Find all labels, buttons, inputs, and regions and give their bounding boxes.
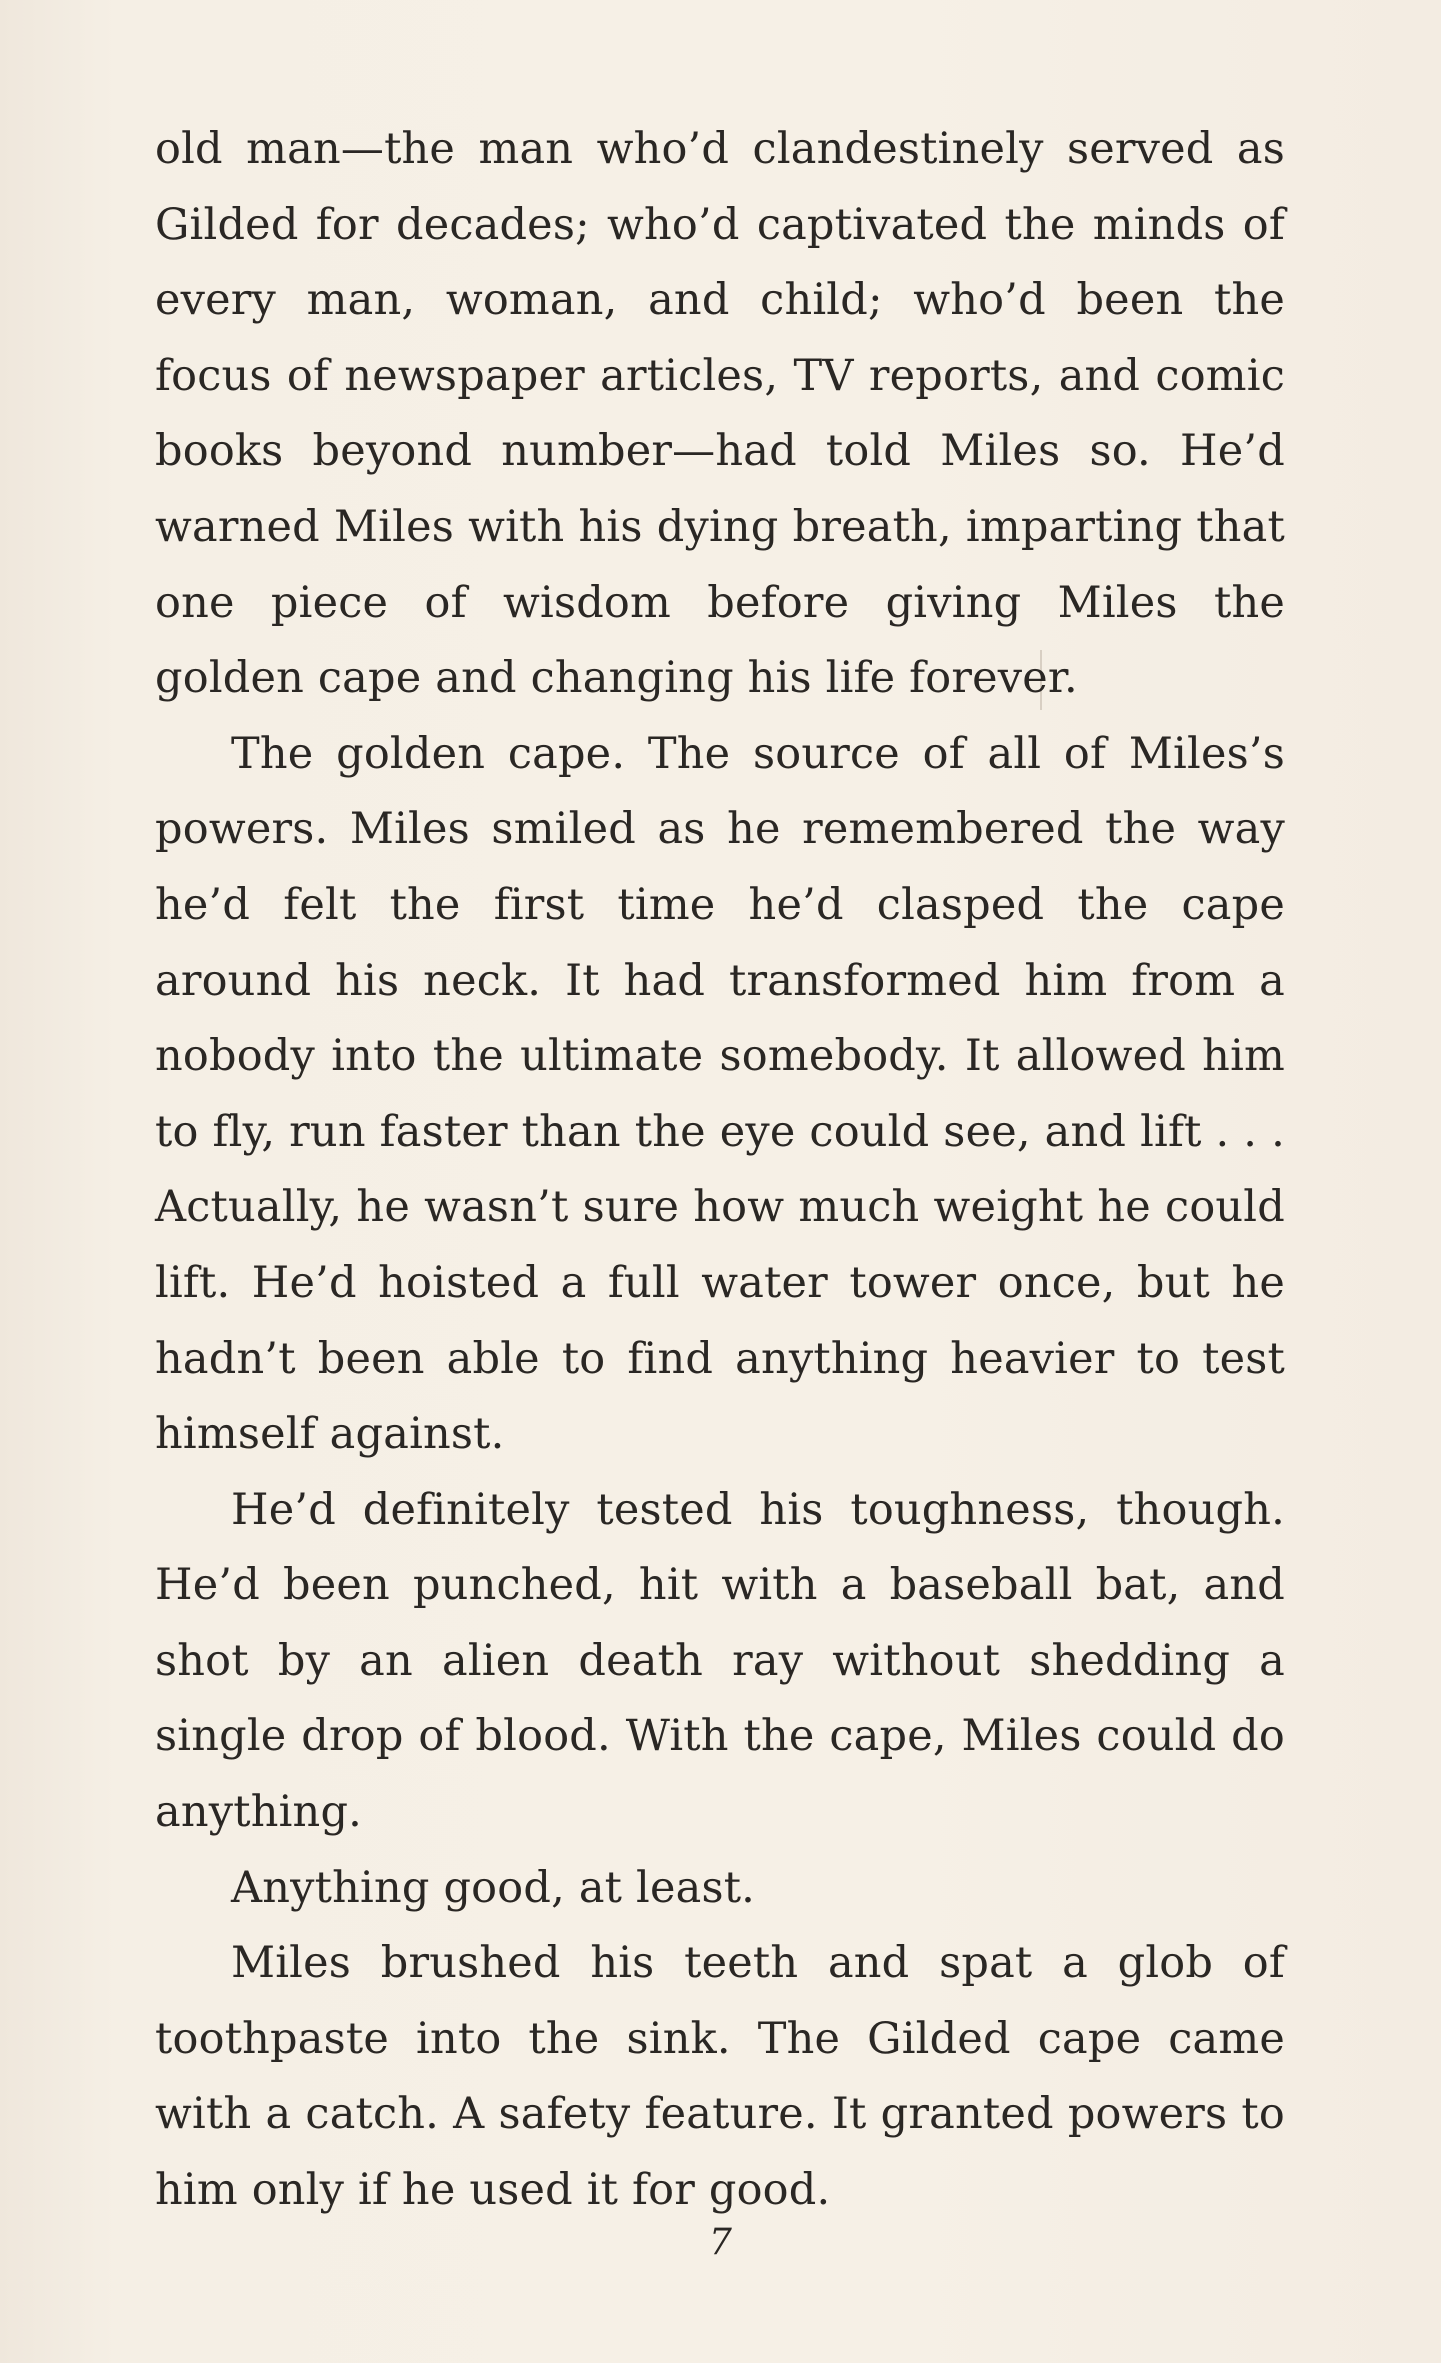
paragraph-5: Miles brushed his teeth and spat a glob of toothpaste into the sink. The Gilded cape came with a catch. A safety feature. It granted powers to him only if he used it for good. xyxy=(155,1938,1285,2216)
paragraph-2: The golden cape. The source of all of Miles’s powers. Miles smiled as he remembered the way he’d felt the first time he’d clasped the cape around his neck. It had transformed him from a nobody into the ultimate somebody. It allowed him to fly, run faster than the eye could see, and lift . . . Actually, he wasn’t sure how much weight he could lift. He’d hoisted a full water tower once, but he hadn’t been able to find anything heavier to test himself against. xyxy=(155,728,1285,1460)
paragraph-4: Anything good, at least. xyxy=(231,1862,756,1913)
paragraph-3: He’d definitely tested his toughness, though. He’d been punched, hit with a baseball bat, and shot by an alien death ray without shedding a single drop of blood. With the cape, Miles could do anything. xyxy=(155,1484,1285,1838)
page-number: 7 xyxy=(709,2222,732,2263)
body-text xyxy=(155,112,1285,2229)
paragraph-1: old man—the man who’d clandestinely served as Gilded for decades; who’d captivated the minds of every man, woman, and child; who’d been the focus of newspaper articles, TV reports, and comic books beyond number—had told Miles so. He’d warned Miles with his dying breath, imparting that one piece of wisdom before giving Miles the golden cape and changing his life forever. xyxy=(155,124,1285,704)
